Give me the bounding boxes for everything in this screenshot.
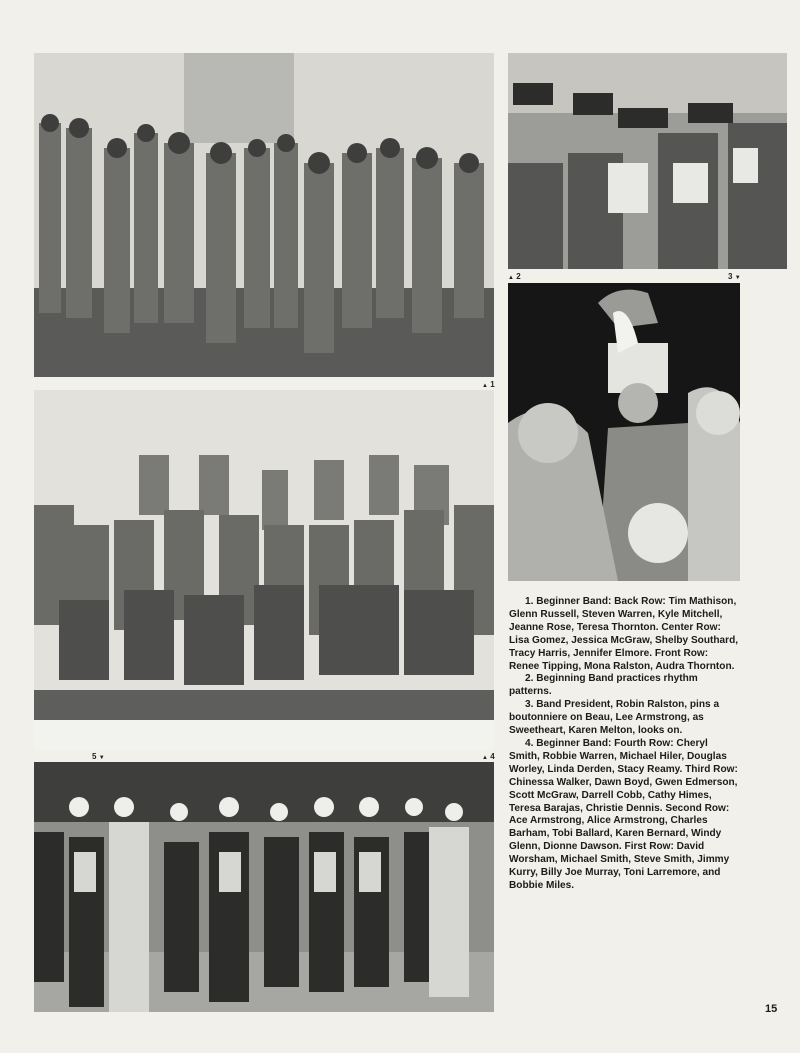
photo-3-boutonniere [508, 283, 740, 581]
photo-4-number: 4 [490, 752, 495, 761]
photo-4-beginner-band [34, 390, 494, 750]
caption-block [509, 596, 741, 893]
photo-3-number: 3 [728, 272, 733, 281]
photo-5-number: 5 [92, 752, 97, 761]
photo-4-marker [482, 752, 495, 761]
up-triangle-icon: ▲ [482, 755, 488, 761]
up-triangle-icon: ▲ [508, 275, 514, 281]
down-triangle-icon: ▼ [734, 275, 741, 281]
caption-3: 3. Band President, Robin Ralston, pins a boutonniere on Beau, Lee Armstrong, as Sweetheart, Karen Melton, looks on. [509, 699, 720, 737]
caption-4: 4. Beginner Band: Fourth Row: Cheryl Smith, Robbie Warren, Michael Hiler, Douglas Worley, Linda Derden, Stacy Reamy. Third Row: Chinessa Walker, Dawn Boyd, Gwen Edmerson, Scott McGraw, Darrell Cobb, Cathy Himes, Teresa Barajas, Christie Dennis. Second Row: Ace Armstrong, Alice Armstrong, Charles Barham, Tobi Ballard, Karen Bernard, Windy Glenn, Dionne Dawson. First Row: David Worsham, Michael Smith, Steve Smith, Jimmy Kurry, Billy Joe Murray, Toni Larremore, and Bobbie Miles. [509, 737, 738, 891]
photo-5-marching-band [34, 762, 494, 1012]
photo-1-beginner-band [34, 53, 494, 377]
photo-1-number: 1 [490, 380, 495, 389]
down-triangle-icon: ▼ [98, 755, 105, 761]
photo-5-marker [92, 752, 105, 761]
up-triangle-icon: ▲ [482, 383, 488, 389]
photo-3-marker [728, 272, 741, 281]
page-number: 15 [765, 1003, 778, 1015]
caption-1: 1. Beginner Band: Back Row: Tim Mathison, Glenn Russell, Steven Warren, Kyle Mitchell, Jeanne Rose, Teresa Thornton. Center Row: Lisa Gomez, Jessica McGraw, Shelby Southard, Tracy Harris, Jennifer Elmore. Front Row: Renee Tipping, Mona Ralston, Audra Thornton. [509, 596, 739, 672]
photo-2-number: 2 [516, 272, 521, 281]
photo-1-marker [482, 380, 495, 389]
photo-2-band-practice [508, 53, 787, 269]
caption-2: 2. Beginning Band practices rhythm patterns. [509, 673, 698, 698]
photo-2-marker [508, 272, 521, 281]
